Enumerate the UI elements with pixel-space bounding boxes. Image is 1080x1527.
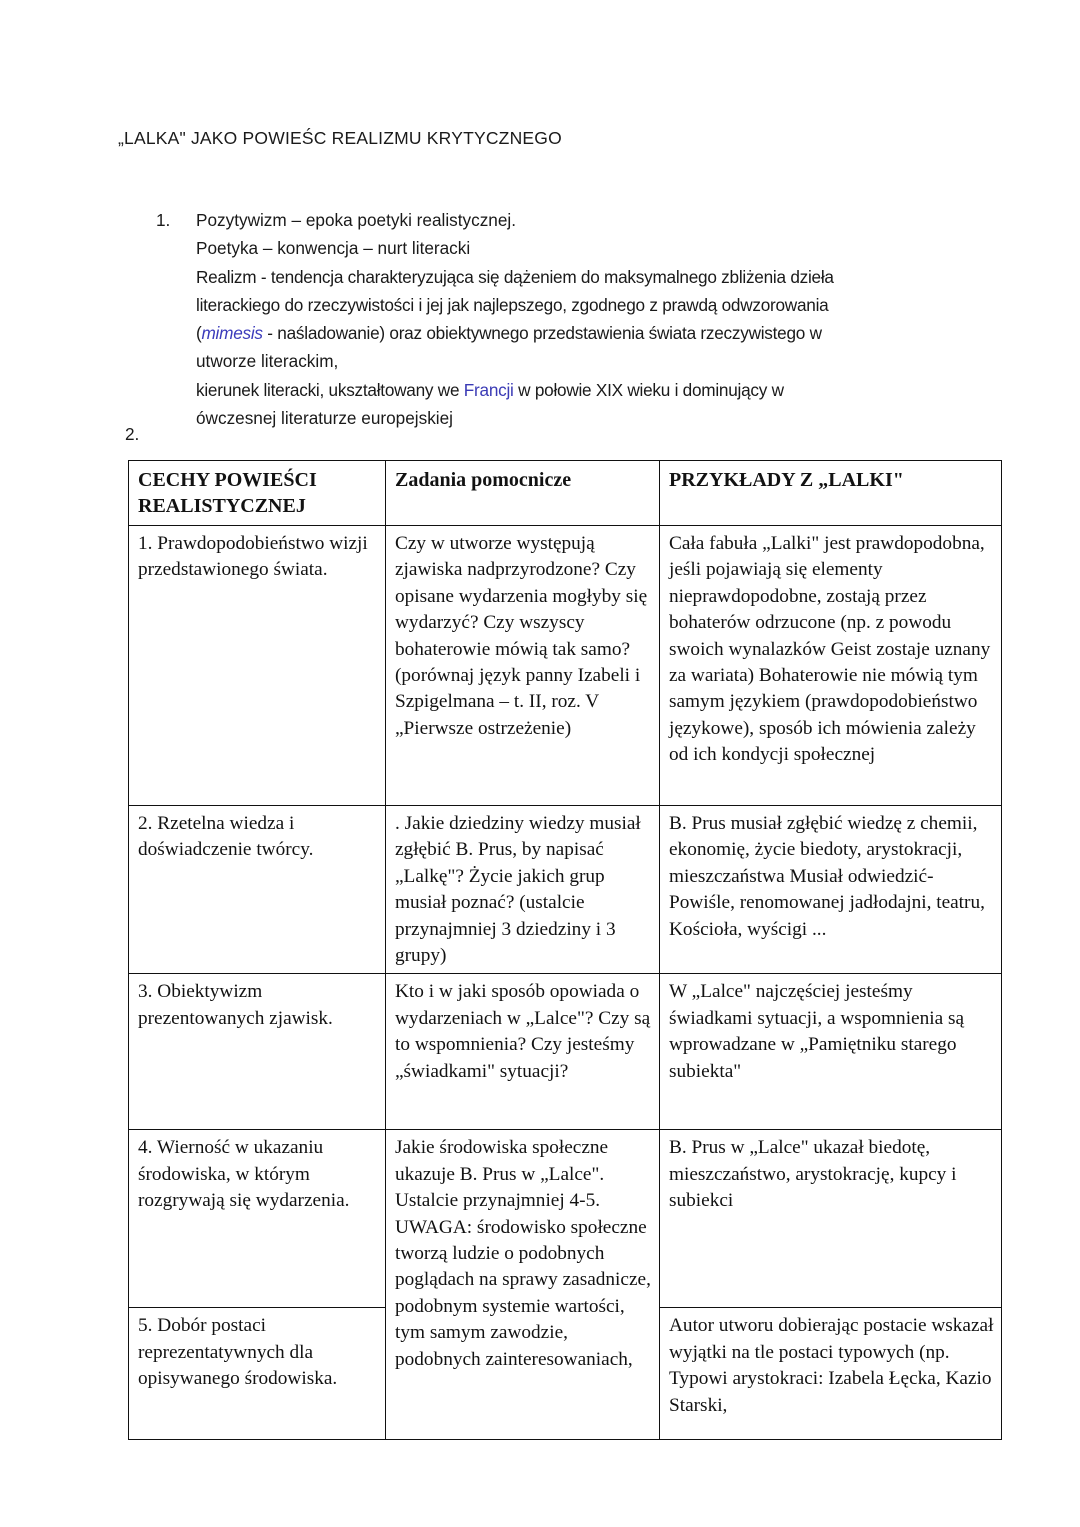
cell-task-3: Kto i w jaki sposób opowiada o wydarzeniach w „Lalce"? Czy są to wspomnienia? Czy jesteśmy „świadkami" sytuacji? bbox=[386, 974, 660, 1130]
table-header-examples: PRZYKŁADY Z „LALKI" bbox=[660, 461, 1002, 526]
table-row bbox=[129, 526, 1002, 806]
cell-task-2: . Jakie dziedziny wiedzy musiał zgłębić B. Prus, by napisać „Lalkę"? Życie jakich grup musiał poznać? (ustalcie przynajmniej 3 dziedziny i 3 grupy) bbox=[386, 806, 660, 974]
page-title: „LALKA" JAKO POWIEŚC REALIZMU KRYTYCZNEGO bbox=[118, 128, 562, 148]
section-1-line-3: Realizm - tendencja charakteryzująca się dążeniem do maksymalnego zbliżenia dzieła bbox=[196, 266, 834, 287]
section-1-line-1: Pozytywizm – epoka poetyki realistycznej. bbox=[196, 210, 517, 230]
section-1 bbox=[156, 206, 946, 432]
features-table bbox=[128, 460, 1002, 1440]
table-header-tasks: Zadania pomocnicze bbox=[386, 461, 660, 526]
table-header-row bbox=[129, 461, 1002, 526]
francja-suffix: w połowie XIX wieku i dominujący w bbox=[513, 379, 784, 400]
cell-example-1: Cała fabuła „Lalki" jest prawdopodobna, jeśli pojawiają się elementy nieprawdopodobne, zostają przez bohaterów odrzucone (np. z powodu swoich wynalazków Geist zostaje uznany za wariata) Bohaterowie nie mówią tym samym językiem (prawdopodobieństwo językowe), sposób ich mówienia zależy od ich kondycji społecznej bbox=[660, 526, 1002, 806]
francja-prefix: kierunek literacki, ukształtowany we bbox=[196, 379, 464, 400]
cell-feature-4: 4. Wierność w ukazaniu środowiska, w którym rozgrywają się wydarzenia. bbox=[129, 1130, 386, 1308]
francja-term: Francji bbox=[463, 379, 514, 400]
features-table-wrapper bbox=[128, 460, 994, 1440]
section-1-line-5: utworze literackim, bbox=[196, 351, 339, 372]
table-row bbox=[129, 1130, 1002, 1308]
table-row bbox=[129, 974, 1002, 1130]
cell-example-2: B. Prus musiał zgłębić wiedzę z chemii, ekonomię, życie biedoty, arystokracji, mieszczaństwa Musiał odwiedzić- Powiśle, renomowanej jadłodajni, teatru, Kościoła, wyścigi ... bbox=[660, 806, 1002, 974]
cell-feature-3: 3. Obiektywizm prezentowanych zjawisk. bbox=[129, 974, 386, 1130]
table-row bbox=[129, 806, 1002, 974]
mimesis-term: mimesis bbox=[201, 323, 263, 344]
cell-example-3: W „Lalce" najczęściej jesteśmy świadkami sytuacji, a wspomnienia są wprowadzane w „Pamiętniku starego subiekta" bbox=[660, 974, 1002, 1130]
mimesis-prefix: ( bbox=[196, 323, 202, 344]
section-1-line-francja bbox=[196, 376, 946, 404]
section-1-body bbox=[196, 206, 946, 432]
cell-feature-5: 5. Dobór postaci reprezentatywnych dla opisywanego środowiska. bbox=[129, 1308, 386, 1440]
list-marker-1: 1. bbox=[156, 210, 171, 230]
cell-example-4: B. Prus w „Lalce" ukazał biedotę, mieszczaństwo, arystokrację, kupcy i subiekci bbox=[660, 1130, 1002, 1308]
section-1-line-mimesis bbox=[196, 319, 946, 347]
section-1-line-6: ówczesnej literaturze europejskiej bbox=[196, 408, 453, 429]
mimesis-suffix: - naśladowanie) oraz obiektywnego przedstawienia świata rzeczywistego w bbox=[262, 323, 822, 344]
section-1-line-2: Poetyka – konwencja – nurt literacki bbox=[196, 238, 471, 259]
cell-example-5: Autor utworu dobierając postacie wskazał wyjątki na tle postaci typowych (np. Typowi arystokraci: Izabela Łęcka, Kazio Starski, bbox=[660, 1308, 1002, 1440]
cell-feature-2: 2. Rzetelna wiedza i doświadczenie twórcy. bbox=[129, 806, 386, 974]
cell-task-4: Jakie środowiska społeczne ukazuje B. Prus w „Lalce". Ustalcie przynajmniej 4-5. UWAGA: środowisko społeczne tworzą ludzie o podobnych poglądach na sprawy zasadnicze, podobnym systemie wartości, tym samym zawodzie, podobnych zainteresowaniach, bbox=[386, 1130, 660, 1440]
section-1-line-4: literackiego do rzeczywistości i jej jak najlepszego, zgodnego z prawdą odwzorowania bbox=[196, 294, 829, 315]
list-marker-2: 2. bbox=[125, 424, 140, 444]
cell-task-1: Czy w utworze występują zjawiska nadprzyrodzone? Czy opisane wydarzenia mogłyby się wydarzyć? Czy wszyscy bohaterowie mówią tak samo? (porównaj język panny Izabeli i Szpigelmana – t. II, roz. V „Pierwsze ostrzeżenie) bbox=[386, 526, 660, 806]
table-header-features: CECHY POWIEŚCI REALISTYCZNEJ bbox=[129, 461, 386, 526]
cell-feature-1: 1. Prawdopodobieństwo wizji przedstawionego świata. bbox=[129, 526, 386, 806]
